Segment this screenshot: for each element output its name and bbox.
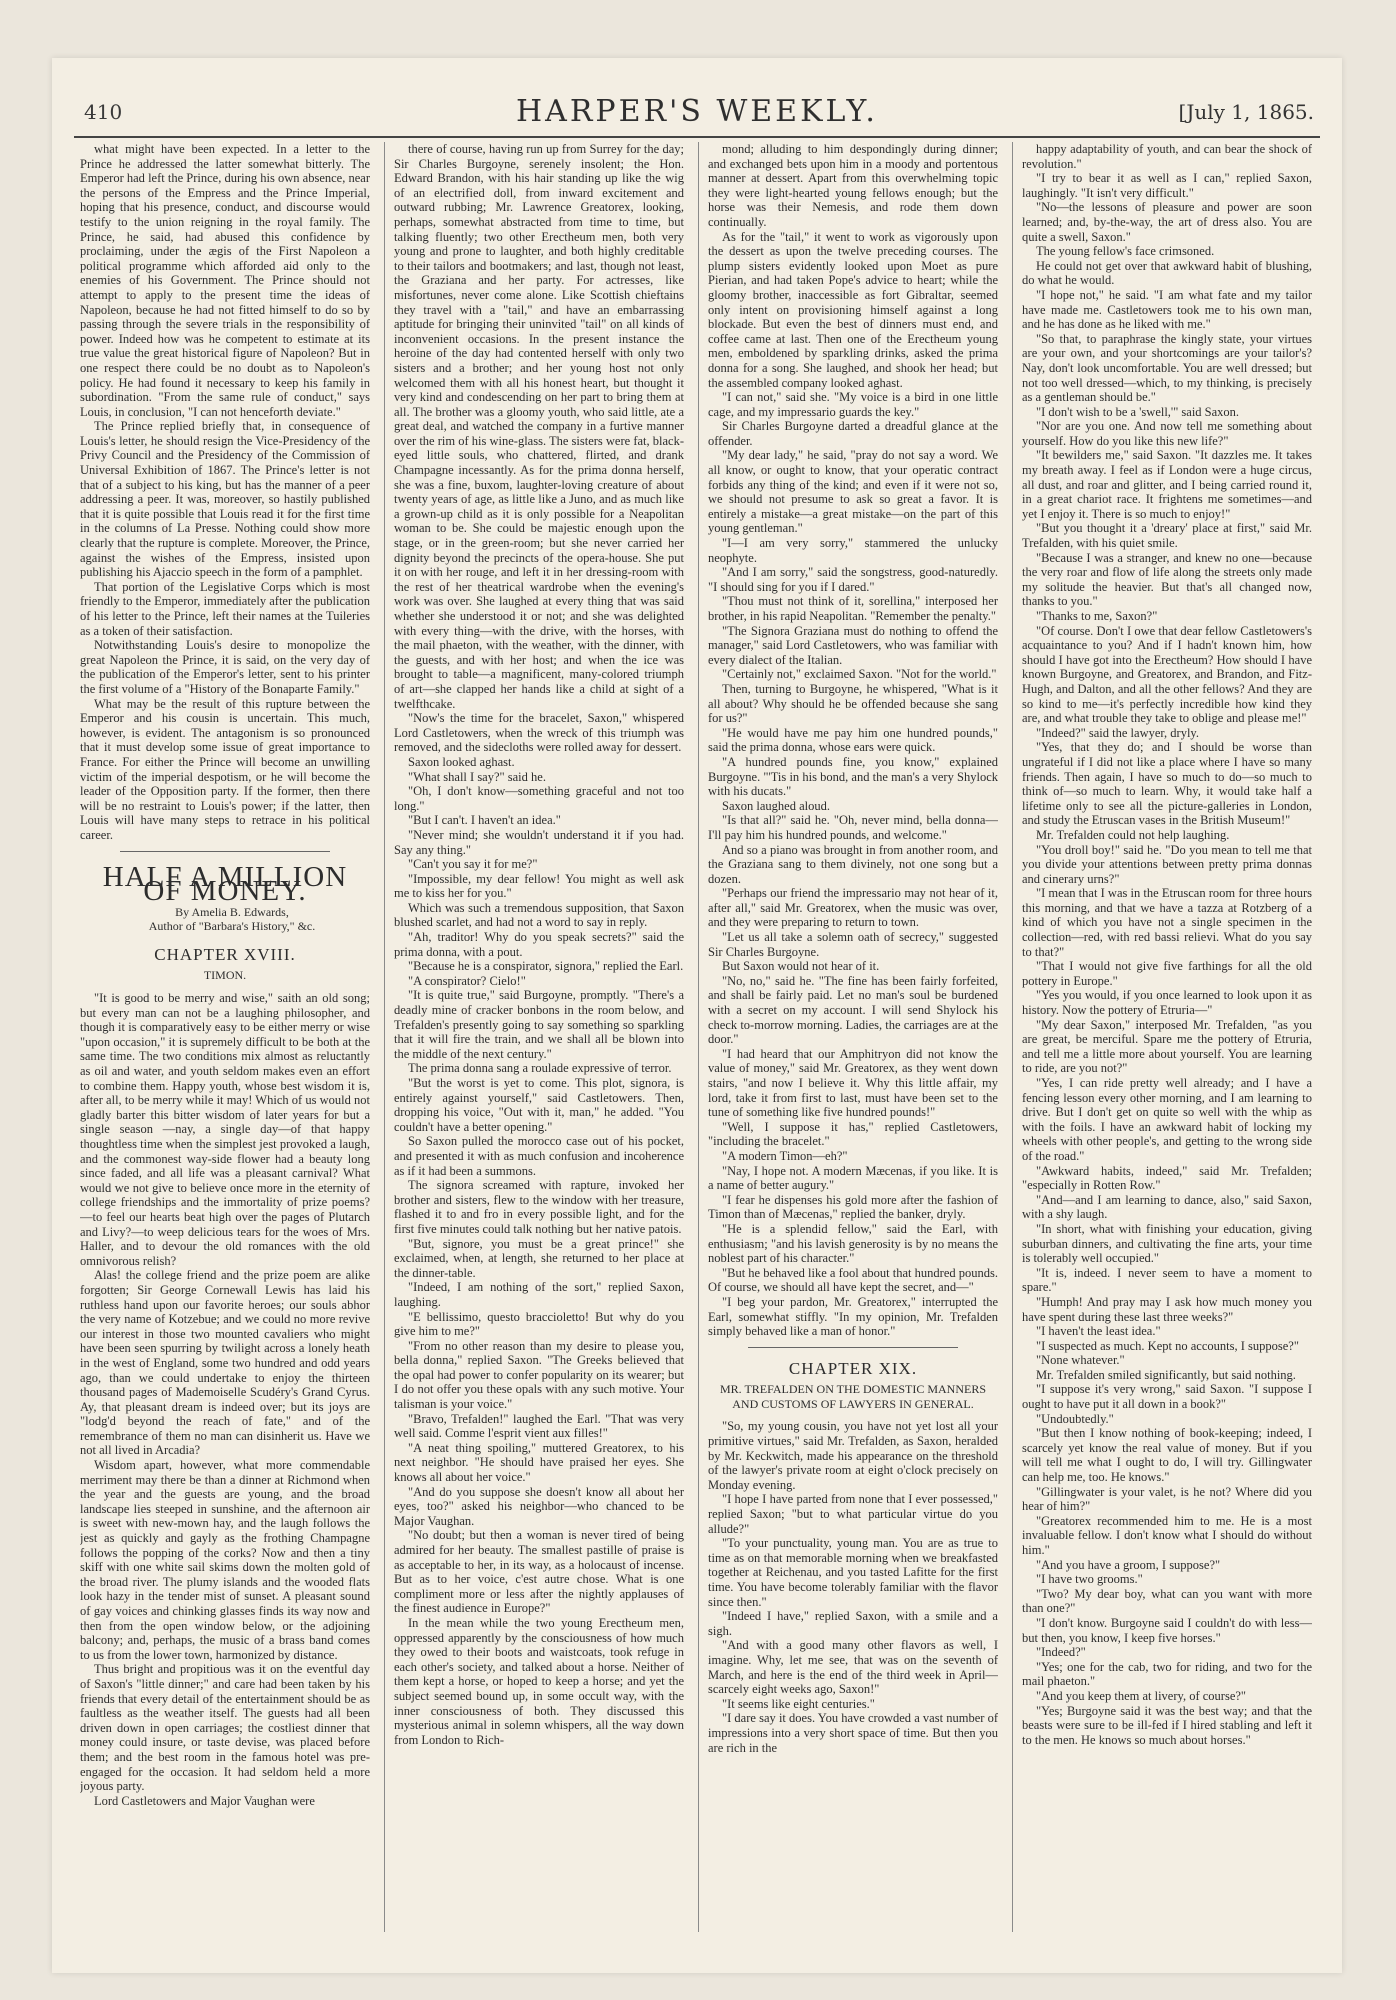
paragraph: That portion of the Legislative Corps which is most friendly to the Emperor, immediately after the publication of his letter to the Prince, left their names at the Tuileries as a token of their satisfaction. [80,579,370,638]
paragraph: "Nor are you one. And now tell me something about yourself. How do you like this new life?" [1022,419,1312,448]
paragraph: "It is good to be merry and wise," saith an old song; but every man can not be a laughing philosopher, and though it is comparatively easy to be either merry or wise "upon occasion," it is supremely difficult to be both at the same time. The two conditions mix almost as reluctantly as oil and water, and youth seldom makes even an effort to combine them. Happy youth, whose best wisdom it is, after all, to be merry while it may! Which of us would not gladly barter this bitter wisdom of later years for but a single season —nay, a single day—of that happy thoughtless time when the simplest jest provoked a laugh, and the commonest way-side flower had a beauty long since faded, and all life was a pleasant carnival? What would we not give to believe once more in the eternity of college friendships and the immortality of prize poems?—to feel our hearts beat high over the pages of Plutarch and Livy?—to weep delicious tears for the woes of Mrs. Haller, and to devour the old romances with the old omnivorous relish? [80,991,370,1268]
paragraph: "Thou must not think of it, sorellina," interposed her brother, in his rapid Neapolitan. "Remember the penalty." [708,594,998,623]
paragraph: "A neat thing spoiling," muttered Greatorex, to his next neighbor. "He should have praised her eyes. She knows all about her voice." [394,1440,684,1485]
paragraph: "Indeed I have," replied Saxon, with a smile and a sigh. [708,1609,998,1638]
paragraph: "Oh, I don't know—something graceful and not too long." [394,784,684,813]
paragraph: Alas! the college friend and the prize poem are alike forgotten; Sir George Cornewall Lewis has laid his ruthless hand upon our favorite heroes; our souls abhor the very name of Kotzebue; and we could no more revive our interest in those two mounted cavaliers who might have been seen spurring by twilight across a lonely heath in the west of England, some two hundred and odd years ago, than we could undertake to enjoy the thirteen thousand pages of Mademoiselle Scudéry's Grand Cyrus. Ay, that pleasant dream is indeed over; but its joys are "lodg'd beyond the reach of fate," and of the remembrance of them no man can disinherit us. Have we not all lived in Arcadia? [80,1268,370,1458]
paragraph: So Saxon pulled the morocco case out of his pocket, and presented it with as much confusion and incoherence as if it had been a summons. [394,1134,684,1178]
author-note: Author of "Barbara's History," &c. [148,919,316,934]
paragraph: "And—and I am learning to dance, also," said Saxon, with a shy laugh. [1022,1192,1312,1222]
issue-date: [July 1, 1865. [1178,100,1314,124]
paragraph: "My dear Saxon," interposed Mr. Trefalden, "as you are great, be merciful. Spare me the pottery of Etruria, and tell me a little more about yourself. You are learning to ride, are you not?" [1022,1017,1312,1076]
paragraph: "I don't wish to be a 'swell,'" said Saxon. [1036,404,1240,419]
paragraph: "None whatever." [1036,1353,1125,1368]
column-separator [1012,142,1013,1932]
byline: By Amelia B. Edwards, [175,904,289,919]
paragraph: "So that, to paraphrase the kingly state, your virtues are your own, and your shortcomings are your tailor's? Nay, don't look uncomfortable. You are well dressed; but not too well dressed—which, to my thinking, is precisely as a gentleman should be." [1022,331,1312,405]
paragraph: "I don't know. Burgoyne said I couldn't do with less—but then, you know, I keep five horses." [1022,1615,1312,1645]
paragraph: "A conspirator? Cielo!" [408,973,526,988]
paragraph: "Greatorex recommended him to me. He is a most invaluable fellow. I don't know what I should do without him." [1022,1513,1312,1557]
paragraph: Mr. Trefalden could not help laughing. [1036,827,1230,842]
paragraph: mond; alluding to him despondingly during dinner; and exchanged bets upon him in a moody and portentous manner at dessert. Apart from this overwhelming topic they were light-hearted young fellows enough; but the horse was their Nemesis, and rode them down continually. [708,142,998,229]
column-4 [1022,142,1312,1932]
section-divider [748,1347,958,1348]
paragraph: "It bewilders me," said Saxon. "It dazzles me. It takes my breath away. I feel as if London were a huge circus, all dust, and roar and glitter, and I being carried round it, in a great chariot race. It frightens me sometimes—and yet I enjoy it. There is so much to enjoy!" [1022,448,1312,521]
paragraph: "Yes; Burgoyne said it was the best way; and that the beasts were sure to be ill-fed if I hired stabling and left it to the men. He knows so much about horses." [1022,1703,1312,1747]
paragraph: "But the worst is yet to come. This plot, signora, is entirely against yourself," said Castletowers. Then, dropping his voice, "Out with it, man," he added. "You couldn't have a better opening." [394,1076,684,1134]
column-separator [698,142,699,1932]
paragraph: Then, turning to Burgoyne, he whispered, "What is it all about? Why should he be offended because she sang for us?" [708,681,998,726]
paragraph: "Ah, traditor! Why do you speak secrets?" said the prima donna, with a pout. [394,930,684,959]
paragraph: In the mean while the two young Erectheum men, oppressed apparently by the consciousness of how much they owed to their boots and waistcoats, took refuge in each other's society, and talked about a horse. Neither of them kept a horse, or hoped to keep a horse; and yet the subject seemed bound up, in some occult way, with the inner consciousness of both. They discussed this mysterious animal in solemn whispers, all the way down from London to Rich- [394,1615,684,1747]
paragraph: "It is, indeed. I never seem to have a moment to spare." [1022,1265,1312,1295]
paragraph: "No—the lessons of pleasure and power are soon learned; and, by-the-way, the art of dress also. You are quite a swell, Saxon." [1022,200,1312,244]
paragraph: "And I am sorry," said the songstress, good-naturedly. "I should sing for you if I dared." [708,565,998,594]
paragraph: happy adaptability of youth, and can bear the shock of revolution." [1022,142,1312,171]
paragraph: "I had heard that our Amphitryon did not know the value of money," said Mr. Greatorex, as they went down stairs, "and now I believe it. Why this little affair, my lord, take it from first to last, must have been set to the tune of something like five hundred pounds!" [708,1046,998,1120]
paragraph: Which was such a tremendous supposition, that Saxon blushed scarlet, and had not a word to say in reply. [394,900,684,930]
paragraph: Lord Castletowers and Major Vaughan were [94,1793,315,1808]
paragraph: The signora screamed with rapture, invoked her brother and sisters, flew to the window with her treasure, flashed it to and fro in every possible light, and for the first five minutes could talk nothing but her native patois. [394,1178,684,1236]
paragraph: "Indeed?" [1036,1645,1086,1660]
paragraph: What may be the result of this rupture between the Emperor and his cousin is uncertain. This much, however, is evident. The antagonism is so pronounced that it must develop some issue of great importance to France. For either the Prince will become an unwilling victim of the imperial despotism, or he will become the leader of the Opposition party. If the former, then there will be no restraint to Louis's power; if the latter, then Louis will have many steps to retrace in his political career. [80,696,370,842]
masthead: HARPER'S WEEKLY. [516,94,878,129]
column-1 [80,142,370,1932]
paragraph: "Never mind; she wouldn't understand it if you had. Say any thing." [394,827,684,857]
paragraph: "Perhaps our friend the impressario may not hear of it, after all," said Mr. Greatorex, when the music was over, and they were preparing to return to town. [708,886,998,930]
paragraph: Mr. Trefalden smiled significantly, but said nothing. [1036,1367,1296,1382]
paragraph: "He is a splendid fellow," said the Earl, with enthusiasm; "and his lavish generosity is by no means the noblest part of his character." [708,1221,998,1266]
paragraph: "Because he is a conspirator, signora," replied the Earl. [408,959,684,974]
paragraph: "Bravo, Trefalden!" laughed the Earl. "That was very well said. Comme l'esprit vient aux filles!" [394,1411,684,1441]
paragraph: "I dare say it does. You have crowded a vast number of impressions into a very short space of time. But then you are rich in the [708,1711,998,1755]
paragraph: "It is quite true," said Burgoyne, promptly. "There's a deadly mine of cracker bonbons in the room below, and Trefalden's presently going to say something so sparkling that it will fire the train, and we shall all be blown into the middle of the next century." [394,988,684,1061]
paragraph: "Can't you say it for me?" [408,857,538,872]
paragraph: "But you thought it a 'dreary' place at first," said Mr. Trefalden, with his quiet smile. [1022,521,1312,551]
paragraph: "But I can't. I haven't an idea." [408,813,561,828]
paragraph: "No doubt; but then a woman is never tired of being admired for her beauty. The smallest pastille of praise is as acceptable to her, in its way, as a holocaust of incense. But as to her voice, c'est autre chose. What is one compliment more or less after the nightly applauses of the finest audience in Europe?" [394,1528,684,1616]
paragraph: "But then I know nothing of book-keeping; indeed, I scarcely yet know the real value of money. But if you will tell me what I ought to do, I will try. Gillingwater can help me, too. He knows." [1022,1426,1312,1485]
chapter-heading: CHAPTER XVIII. [154,944,296,964]
paragraph: The prima donna sang a roulade expressive of terror. [408,1061,672,1076]
paragraph: "I hope not," he said. "I am what fate and my tailor have made me. Castletowers took me to his own man, and he has done as he liked with me." [1022,287,1312,332]
paragraph: "But, signore, you must be a great prince!" she exclaimed, when, at length, she returned to her place at the dinner-table. [394,1236,684,1280]
paragraph: "From no other reason than my desire to please you, bella donna," replied Saxon. "The Greeks believed that the opal had power to confer popularity on its wearer; but I do not offer you these opals with any such motive. Your talisman is your voice." [394,1338,684,1412]
paragraph: "I suspected as much. Kept no accounts, I suppose?" [1036,1338,1299,1353]
chapter-heading: CHAPTER XIX. [788,1358,918,1378]
paragraph: "Humph! And pray may I ask how much money you have spent during these last three weeks?" [1022,1294,1312,1324]
paragraph: "So, my young cousin, you have not yet lost all your primitive virtues," said Mr. Trefalden, as Saxon, heralded by Mr. Keckwitch, made his appearance on the threshold of the lawyer's private room at eight o'clock precisely on Monday evening. [708,1419,998,1492]
paragraph: "I fear he dispenses his gold more after the fashion of Timon than of Mæcenas," replied the banker, dryly. [708,1192,998,1222]
paragraph: "And with a good many other flavors as well, I imagine. Why, let me see, that was on the seventh of March, and here is the end of the third week in April—scarcely eight weeks ago, Saxon!" [708,1638,998,1697]
paragraph: "He would have me pay him one hundred pounds," said the prima donna, whose ears were quick. [708,725,998,755]
paragraph: "To your punctuality, young man. You are as true to time as on that memorable morning when we breakfasted together at Reichenau, and you tasted Lafitte for the first time. You have become tolerably familiar with the flavor since then." [708,1536,998,1609]
paragraph: "Certainly not," exclaimed Saxon. "Not for the world." [722,667,997,682]
paragraph: "A modern Timon—eh?" [722,1148,848,1163]
paragraph: "Of course. Don't I owe that dear fellow Castletowers's acquaintance to you? And if I hadn't known him, how should I have got into the Erectheum? How should I have known Burgoyne, and Greatorex, and Brandon, and Fitz-Hugh, and Dalton, and all the other fellows? And they are so kind to me—it's perfectly incredible how kind they are, and what trouble they take to oblige and please me!" [1022,623,1312,726]
page-header [72,90,1322,130]
paragraph: But Saxon would not hear of it. [722,959,880,974]
column-2 [394,142,684,1932]
paragraph: "Two? My dear boy, what can you want with more than one?" [1022,1586,1312,1616]
paragraph: "Thanks to me, Saxon?" [1036,609,1158,623]
paragraph: Sir Charles Burgoyne darted a dreadful glance at the offender. [708,419,998,448]
paragraph: "Nay, I hope not. A modern Mæcenas, if you like. It is a name of better augury." [708,1163,998,1193]
paragraph: Wisdom apart, however, what more commendable merriment may there be than a dinner at Richmond when the year and the guests are young, and the broad landscape lies steeped in sunshine, and the afternoon air is sweet with new-mown hay, and the laugh follows the jest as quickly and gayly as the frothing Champagne follows the popping of the corks? Now and then a tiny skiff with one white sail skims down the molten gold of the broad river. The plumy islands and the wooded flats look hazy in the tender mist of sunset. A pleasant sound of gay voices and chinking glasses finds its way now and then from the open window below, or the adjoining balcony; and, perhaps, the music of a brass band comes to us from the lower town, harmonized by distance. [80,1458,370,1662]
section-divider [120,851,330,852]
chapter-subtitle: TIMON. [203,968,247,983]
paragraph: Thus bright and propitious was it on the eventful day of Saxon's "little dinner;" and care had been taken by his friends that every detail of the entertainment should be as faultless as the weather itself. The guests had all been driven down in open carriages; the costliest dinner that money could insure, or taste devise, was placed before them; and the best room in the famous hotel was pre-engaged for the occasion. It had seldom held a more joyous party. [80,1662,370,1794]
paragraph: "And you keep them at livery, of course?" [1036,1688,1247,1703]
paragraph: As for the "tail," it went to work as vigorously upon the dessert as upon the twelve preceding courses. The plump sisters evidently looked upon Moet as pure Pierian, and had taken Pope's advice to heart; while the gloomy brother, inaccessible as fort Gibraltar, seemed only intent on provisioning himself against a long blockade. But even the best of dinners must end, and coffee came at last. Then one of the Erectheum young men, emboldened by sparkling drinks, asked the prima donna for a song. She laughed, and shook her head; but the assembled company looked aghast. [708,229,998,390]
paragraph: "And you have a groom, I suppose?" [1036,1557,1221,1572]
paragraph: "Now's the time for the bracelet, Saxon," whispered Lord Castletowers, when the wreck of this triumph was removed, and the sidecloths were rolled away for dessert. [394,711,684,755]
paragraph: "Awkward habits, indeed," said Mr. Trefalden; "especially in Rotten Row." [1022,1163,1312,1193]
paragraph: And so a piano was brought in from another room, and the Graziana sang to them divinely, not one song but a dozen. [708,842,998,886]
paragraph: "I try to bear it as well as I can," replied Saxon, laughingly. "It isn't very difficult." [1022,171,1312,200]
header-rule [74,136,1320,138]
paragraph: what might have been expected. In a letter to the Prince he addressed the latter somewhat bitterly. The Emperor had left the Prince, during his own absence, near the persons of the Empress and the Prince Imperial, hoping that his presence, conduct, and discourse would testify to the union reigning in the royal family. The Prince, he said, had abused this confidence by proclaiming, under the ægis of the First Napoleon a political programme which afforded aid only to the enemies of his Government. The Prince should not attempt to apply to the present time the ideas of Napoleon, because he had not fitted himself to do so by passing through the severe trials in the responsibility of power. Indeed how was he competent to estimate at its true value the great historical figure of Napoleon? But in one respect there could be no doubt as to Napoleon's policy. He had found it necessary to keep his family in subordination. "From the same rule of conduct," says Louis, in conclusion, "I can not henceforth deviate." [80,142,370,419]
paragraph: "Let us all take a solemn oath of secrecy," suggested Sir Charles Burgoyne. [708,930,998,959]
column-separator [384,142,385,1932]
paragraph: "But he behaved like a fool about that hundred pounds. Of course, we should all have kept the secret, and—" [708,1265,998,1295]
paragraph: "Gillingwater is your valet, is he not? Where did you hear of him?" [1022,1484,1312,1514]
paragraph: "You droll boy!" said he. "Do you mean to tell me that you divide your attentions between pretty prima donnas and cinerary urns?" [1022,842,1312,886]
paragraph: "Yes, that they do; and I should be worse than ungrateful if I did not like a place where I have so many friends. Then again, I have so much to do—so much to think of—so much to learn. Why, it would take half a lifetime only to see all the picture-galleries in London, and study the Etruscan vases in the British Museum!" [1022,740,1312,828]
paragraph: "I hope I have parted from none that I ever possessed," replied Saxon; "but to what particular virtue do you allude?" [708,1492,998,1536]
paragraph: "I can not," said she. "My voice is a bird in one little cage, and my impressario guards the key." [708,390,998,419]
paragraph: "My dear lady," he said, "pray do not say a word. We all know, or ought to know, that your operatic contract forbids any thing of the kind; and even if it were not so, we should not presume to ask so great a favor. It is entirely a mistake—a great mistake—on the part of this young gentleman." [708,448,998,536]
paragraph: Saxon looked aghast. [408,754,515,769]
paragraph: The young fellow's face crimsoned. [1036,244,1215,259]
paragraph: "Indeed, I am nothing of the sort," replied Saxon, laughing. [394,1280,684,1309]
paragraph: "Yes; one for the cab, two for riding, and two for the mail phaeton." [1022,1659,1312,1689]
newspaper-page [52,58,1342,1973]
paragraph: "Yes, I can ride pretty well already; and I have a fencing lesson every other morning, and I am learning to drive. But I don't get on quite so well with the whip as with the foils. I have an awkward habit of locking my wheels with other people's, and getting to the wrong side of the road." [1022,1076,1312,1163]
paragraph: "What shall I say?" said he. [408,769,546,784]
paragraph: "E bellissimo, questo braccioletto! But why do you give him to me?" [394,1309,684,1339]
paragraph: "That I would not give five farthings for all the old pottery in Europe." [1022,959,1312,988]
paragraph: "The Signora Graziana must do nothing to offend the manager," said Lord Castletowers, who was familiar with every dialect of the Italian. [708,623,998,667]
paragraph: "It seems like eight centuries." [722,1696,875,1711]
paragraph: He could not get over that awkward habit of blushing, do what he would. [1022,258,1312,288]
paragraph: there of course, having run up from Surrey for the day; Sir Charles Burgoyne, serenely insolent; the Hon. Edward Brandon, with his hair standing up like the wig of an electrified doll, from inward excitement and outward rubbing; Mr. Lawrence Greatorex, looking, perhaps, somewhat abstracted from time to time, but talking fluently; two other Erectheum men, both very young and prone to laughter, and both highly creditable to their tailors and bootmakers; and last, though not least, the Graziana and her party. For actresses, like misfortunes, never come alone. Like Scottish chieftains they travel with a "tail," and have an embarrassing aptitude for bringing their uninvited "tail" on all kinds of inconvenient occasions. In the present instance the heroine of the day had contented herself with only two sisters and a brother; and her young host not only welcomed them with all his honest heart, but thought it very kind and condescending on her part to bring them at all. The brother was a gloomy youth, who said little, ate a great deal, and watched the company in a furtive manner over the rim of his wine-glass. The sisters were fat, black-eyed little souls, who chattered, flirted, and drank Champagne incessantly. As for the prima donna herself, she was a fine, buxom, laughter-loving creature of about twenty years of age, as little like a Juno, and as much like a grown-up child as it is only possible for a Neapolitan woman to be. She could be majestic enough upon the stage, or in the green-room; but she never carried her dignity beyond the precincts of the opera-house. She put it on with her rouge, and left it in her dressing-room with the rest of her theatrical wardrobe when the evening's work was over. She laughed at every thing that was said whether she understood it or not; and she was delighted with every thing—with the drive, with the horses, with the mail phaeton, with the weather, with the dinner, with the guests, and with her host; and when the ice was brought to table—a magnificent, many-colored triumph of art—she clapped her hands like a child at sight of a twelfthcake. [394,142,684,711]
paragraph: "Is that all?" said he. "Oh, never mind, bella donna—I'll pay him his hundred pounds, and welcome." [708,813,998,842]
paragraph: "I haven't the least idea." [1036,1324,1161,1339]
paragraph: "I mean that I was in the Etruscan room for three hours this morning, and that we have a tazza at Rotzberg of a kind of which you have not a single specimen in the collection—red, with red bassi relievi. What do you say to that?" [1022,886,1312,959]
paragraph: "No, no," said he. "The fine has been fairly forfeited, and shall be fairly paid. Let no man's soul be burdened with a secret on my account. I will send Shylock his check to-morrow morning. Ladies, the carriages are at the door." [708,973,998,1047]
paragraph: "I—I am very sorry," stammered the unlucky neophyte. [708,536,998,565]
paragraph: Notwithstanding Louis's desire to monopolize the great Napoleon the Prince, it is said, on the very day of the publication of the Emperor's letter, sent to his printer the first volume of a "History of the Bonaparte Family." [80,638,370,696]
paragraph: "I suppose it's very wrong," said Saxon. "I suppose I ought to have put it all down in a book?" [1022,1382,1312,1412]
paragraph: The Prince replied briefly that, in consequence of Louis's letter, he should resign the Vice-Presidency of the Privy Council and the Presidency of the Commission of Universal Exhibition of 1867. The Prince's letter is not that of a subject to his king, but has the manner of a peer addressing a peer. It was, moreover, so hastily published that it is quite possible that Louis read it for the first time in the columns of La Presse. Nothing could show more clearly that the rupture is complete. Moreover, the Prince, against the wishes of the Empress, insisted upon publishing his Ajaccio speech in the form of a pamphlet. [80,419,370,580]
paragraph: "In short, what with finishing your education, giving suburban dinners, and cultivating the fine arts, your time is tolerably well occupied." [1022,1221,1312,1266]
paragraph: "Indeed?" said the lawyer, dryly. [1036,725,1200,740]
paragraph: Saxon laughed aloud. [722,798,830,813]
story-title: HALF A MILLION OF MONEY. [102,860,348,908]
paragraph: "I have two grooms." [1036,1572,1143,1587]
paragraph: "Because I was a stranger, and knew no one—because the very roar and flow of life along the streets only made my solitude the heavier. But that's all changed now, thanks to you." [1022,550,1312,609]
paragraph: "Impossible, my dear fellow! You might as well ask me to kiss her for you." [394,871,684,901]
page-number: 410 [84,100,123,124]
paragraph: "A hundred pounds fine, you know," explained Burgoyne. "'Tis in his bond, and the man's a very Shylock with his ducats." [708,754,998,799]
paragraph: "Undoubtedly." [1036,1411,1114,1426]
paragraph: "I beg your pardon, Mr. Greatorex," interrupted the Earl, somewhat stiffly. "In my opinion, Mr. Trefalden simply behaved like a man of honor." [708,1294,998,1339]
paragraph: "Yes you would, if you once learned to look upon it as history. Now the pottery of Etruria—" [1022,988,1312,1018]
column-3 [708,142,998,1932]
paragraph: "And do you suppose she doesn't know all about her eyes, too?" asked his neighbor—who chanced to be Major Vaughan. [394,1484,684,1528]
paragraph: "Well, I suppose it has," replied Castletowers, "including the bracelet." [708,1119,998,1149]
chapter-subtitle: MR. TREFALDEN ON THE DOMESTIC MANNERS AND CUSTOMS OF LAWYERS IN GENERAL. [719,1382,986,1411]
